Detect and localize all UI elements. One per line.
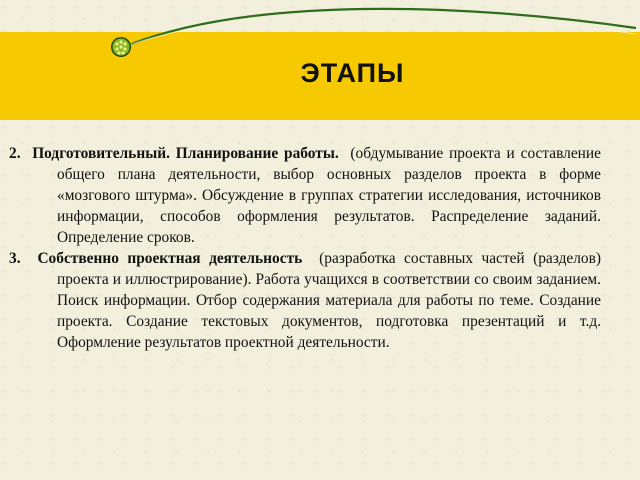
stage-number: 3. [9, 250, 21, 267]
stage-2 [9, 143, 601, 248]
green-orb-icon [111, 37, 131, 57]
stage-description: (обдумывание проекта и составление общего плана деятельности, выбор основных разделов проекта в форме «мозгового штурма». Обсуждение в группах стратегии исследования, источников информации, способов оформления результатов. Распределение заданий. Определение сроков. [57, 145, 601, 246]
stage-description: (разработка составных частей (разделов) проекта и иллюстрирование). Работа учащихся в соответствии со своим заданием. Поиск информации. Отбор содержания материала для работы по теме. Создание проекта. Создание текстовых документов, подготовка презентаций и т.д. Оформление результатов проектной деятельности. [57, 250, 601, 351]
stage-3 [9, 248, 601, 353]
stage-heading: Собственно проектная деятельность [37, 250, 303, 267]
stage-number: 2. [9, 145, 21, 162]
stages-list [9, 143, 601, 353]
stage-heading: Подготовительный. Планирование работы. [32, 145, 339, 162]
slide-title: ЭТАПЫ [300, 58, 405, 88]
